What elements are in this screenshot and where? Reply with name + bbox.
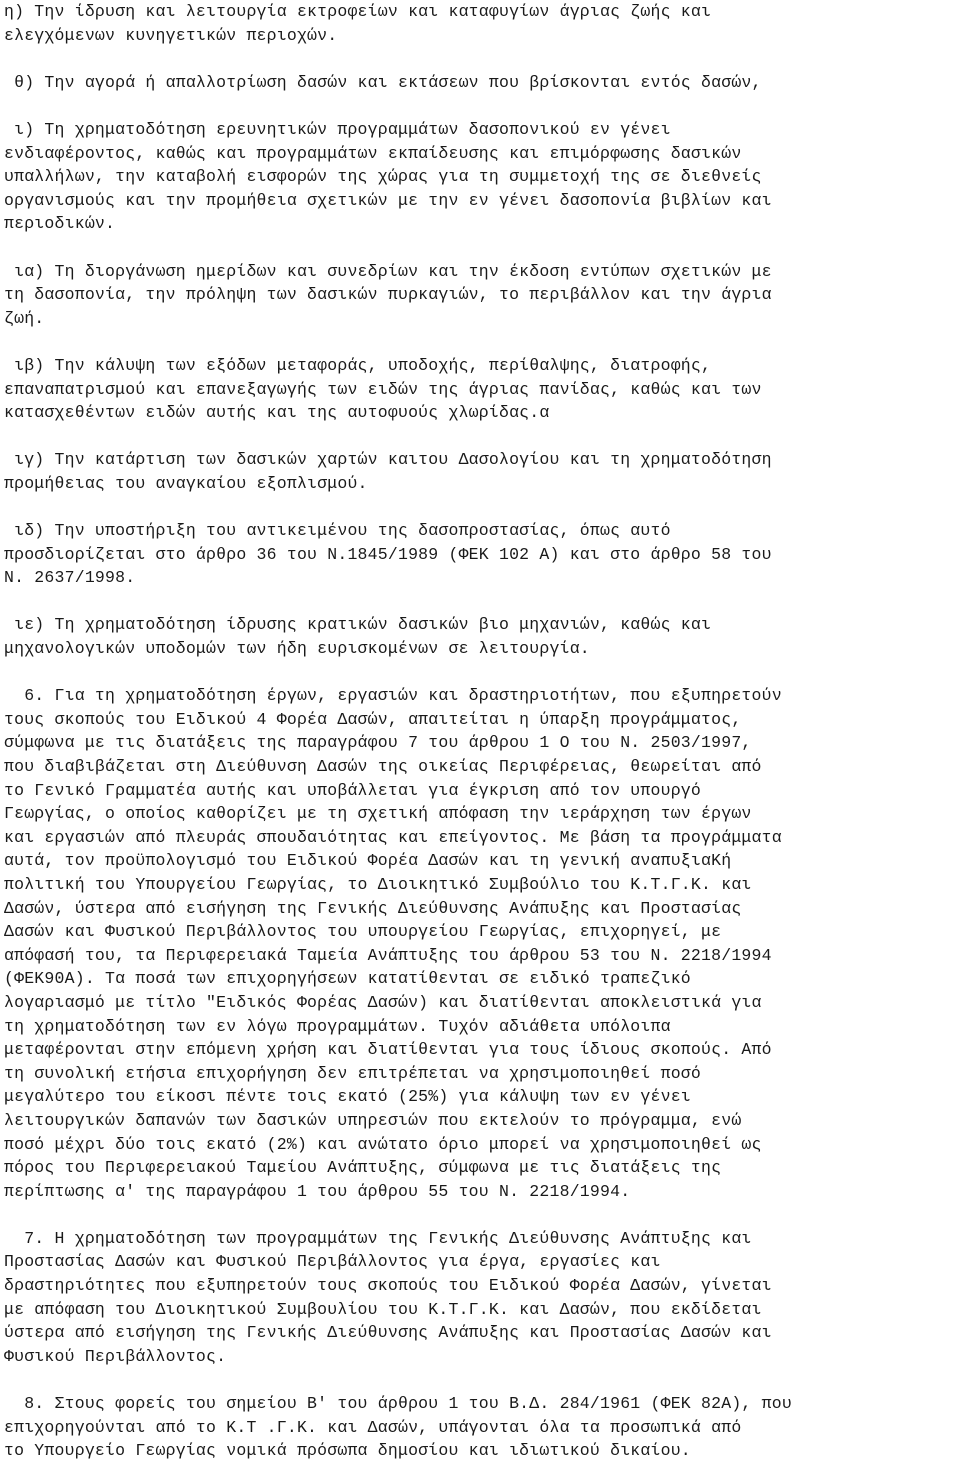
text-line: μεταφέρονται στην επόμενη χρήση και διατίθενται για τους ίδιους σκοπούς. Από — [4, 1040, 772, 1060]
text-line: τη δασοπονία, την πρόληψη των δασικών πυρκαγιών, το περιβάλλον και την άγρια — [4, 285, 772, 305]
text-line: ιδ) Την υποστήριξη του αντικειμένου της δασοπροστασίας, όπως αυτό — [4, 521, 671, 541]
paragraph-spacer — [4, 1368, 956, 1392]
text-line: με απόφαση του Διοικητικού Συμβουλίου του Κ.Τ.Γ.Κ. και Δασών, που εκδίδεται — [4, 1299, 762, 1319]
text-line: τη συνολική ετήσια επιχορήγηση δεν επιτρέπεται να χρησιμοποιηθεί ποσό — [4, 1063, 702, 1083]
paragraph-spacer — [4, 330, 956, 354]
text-line: Γεωργίας, ο οποίος καθορίζει με τη σχετική απόφαση την ιεράρχηση των έργων — [4, 804, 752, 824]
text-line: η) Την ίδρυση και λειτουργία εκτροφείων και καταφυγίων άγριας ζωής και — [4, 2, 712, 21]
text-line: ελεγχόμενων κυνηγετικών περιοχών. — [4, 25, 338, 45]
text-line: υπαλλήλων, την καταβολή εισφορών της χώρας για τη συμμετοχή της σε διεθνείς — [4, 167, 762, 187]
text-line: σύμφωνα με τις διατάξεις της παραγράφου 7 του άρθρου 1 Ο του Ν. 2503/1997, — [4, 733, 752, 753]
text-line: ενδιαφέροντος, καθώς και προγραμμάτων εκπαίδευσης και επιμόρφωσης δασικών — [4, 143, 742, 163]
text-line: ύστερα από εισήγηση της Γενικής Διεύθυνσης Ανάπυξης και Προστασίας Δασών και — [4, 1323, 772, 1343]
text-line: Ν. 2637/1998. — [4, 568, 136, 588]
text-line: Δασών, ύστερα από εισήγηση της Γενικής Διεύθυνσης Ανάπυξης και Προστασίας — [4, 898, 742, 918]
text-line: οργανισμούς και την προμήθεια σχετικών με την εν γένει δασοπονία βιβλίων και — [4, 190, 772, 210]
text-line: προσδιορίζεται στο άρθρο 36 του Ν.1845/1989 (ΦΕΚ 102 Α) και στο άρθρο 58 του — [4, 544, 772, 564]
text-line: ιβ) Την κάλυψη των εξόδων μεταφοράς, υποδοχής, περίθαλψης, διατροφής, — [4, 355, 712, 375]
text-line: περιοδικών. — [4, 214, 116, 234]
text-line: 8. Στους φορείς του σημείου Β' του άρθρου 1 του Β.Δ. 284/1961 (ΦΕΚ 82Α), που — [4, 1394, 792, 1414]
paragraph-iota — [4, 118, 956, 236]
text-line: περίπτωσης α' της παραγράφου 1 του άρθρου 55 του Ν. 2218/1994. — [4, 1181, 631, 1201]
text-line: ια) Τη διοργάνωση ημερίδων και συνεδρίων και την έκδοση εντύπων σχετικών με — [4, 261, 772, 281]
text-line: κατασχεθέντων ειδών αυτής και της αυτοφυούς χλωρίδας.α — [4, 403, 550, 423]
text-line: απόφασή του, τα Περιφερειακά Ταμεία Ανάπτυξης του άρθρου 53 του Ν. 2218/1994 — [4, 945, 772, 965]
text-line: και εργασιών από πλευράς σπουδαιότητας και επείγοντος. Με βάση τα προγράμματα — [4, 827, 782, 847]
text-line: τη χρηματοδότηση των εν λόγω προγραμμάτων. Τυχόν αδιάθετα υπόλοιπα — [4, 1016, 671, 1036]
paragraph-spacer — [4, 94, 956, 118]
text-line: μεγαλύτερο του είκοσι πέντε τοις εκατό (25%) για κάλυψη των εν γένει — [4, 1087, 691, 1107]
text-line: το Υπουργείο Γεωργίας νομικά πρόσωπα δημοσίου και ιδιωτικού δικαίου. — [4, 1441, 691, 1461]
text-line: πόρος του Περιφερειακού Ταμείου Ανάπτυξης, σύμφωνα με τις διατάξεις της — [4, 1158, 722, 1178]
text-line: ιε) Τη χρηματοδότηση ίδρυσης κρατικών δασικών βιο μηχανιών, καθώς και — [4, 615, 712, 635]
paragraph-8 — [4, 1392, 956, 1463]
text-line: Προστασίας Δασών και Φυσικού Περιβάλλοντος για έργα, εργασίες και — [4, 1252, 661, 1272]
text-line: επαναπατρισμού και επανεξαγωγής των ειδών της άγριας πανίδας, καθώς και των — [4, 379, 762, 399]
text-line: 7. Η χρηματοδότηση των προγραμμάτων της Γενικής Διεύθυνσης Ανάπτυξης και — [4, 1228, 752, 1248]
paragraph-spacer — [4, 425, 956, 449]
text-line: πολιτική του Υπουργείου Γεωργίας, το Διοικητικό Συμβούλιο του Κ.Τ.Γ.Κ. και — [4, 874, 752, 894]
paragraph-6 — [4, 684, 956, 1203]
paragraph-spacer — [4, 590, 956, 614]
paragraph-id — [4, 519, 956, 590]
text-line: λογαριασμό με τίτλο "Ειδικός Φορέας Δασών) και διατίθενται αποκλειστικά για — [4, 992, 762, 1012]
text-line: (ΦΕΚ90Α). Τα ποσά των επιχορηγήσεων κατατίθενται σε ειδικό τραπεζικό — [4, 969, 691, 989]
text-line: ποσό μέχρι δύο τοις εκατό (2%) και ανώτατο όριο μπορεί να χρησιμοποιηθεί ως — [4, 1134, 762, 1154]
paragraph-spacer — [4, 495, 956, 519]
text-line: ιγ) Την κατάρτιση των δασικών χαρτών καιτου Δασολογίου και τη χρηματοδότηση — [4, 450, 772, 470]
paragraph-ie — [4, 613, 956, 660]
paragraph-spacer — [4, 236, 956, 260]
text-line: τους σκοπούς του Ειδικού 4 Φορέα Δασών, απαιτείται η ύπαρξη προγράμματος, — [4, 709, 742, 729]
paragraph-spacer — [4, 1203, 956, 1227]
text-line: ζωή. — [4, 308, 45, 328]
paragraph-theta — [4, 71, 956, 95]
paragraph-7 — [4, 1227, 956, 1369]
text-line: το Γενικό Γραμματέα αυτής και υποβάλλεται για έγκριση από τον υπουργό — [4, 780, 702, 800]
document-body — [4, 0, 956, 1463]
text-line: λειτουργικών δαπανών των δασικών υπηρεσιών που εκτελούν το πρόγραμμα, ενώ — [4, 1110, 742, 1130]
text-line: επιχορηγούνται από το Κ.Τ .Γ.Κ. και Δασών, υπάγονται όλα τα προσωπικά από — [4, 1417, 742, 1437]
text-line: 6. Για τη χρηματοδότηση έργων, εργασιών και δραστηριοτήτων, που εξυπηρετούν — [4, 686, 782, 706]
paragraph-eta — [4, 0, 956, 47]
paragraph-ia — [4, 260, 956, 331]
paragraph-ib — [4, 354, 956, 425]
text-line: Δασών και Φυσικού Περιβάλλοντος του υπουργείου Γεωργίας, επιχορηγεί, με — [4, 922, 722, 942]
text-line: προμήθειας του αναγκαίου εξοπλισμού. — [4, 473, 368, 493]
paragraph-spacer — [4, 661, 956, 685]
text-line: που διαβιβάζεται στη Διεύθυνση Δασών της οικείας Περιφέρειας, θεωρείται από — [4, 757, 762, 776]
text-line: δραστηριότητες που εξυπηρετούν τους σκοπούς του Ειδικού Φορέα Δασών, γίνεται — [4, 1276, 772, 1296]
text-line: θ) Την αγορά ή απαλλοτρίωση δασών και εκτάσεων που βρίσκονται εντός δασών, — [4, 72, 762, 92]
text-line: ι) Τη χρηματοδότηση ερευνητικών προγραμμάτων δασοπονικού εν γένει — [4, 119, 671, 139]
paragraph-ig — [4, 448, 956, 495]
text-line: Φυσικού Περιβάλλοντος. — [4, 1346, 227, 1366]
paragraph-spacer — [4, 47, 956, 71]
text-line: αυτά, τον προϋπολογισμό του Ειδικού Φορέα Δασών και τη γενική αναπυξιαΚή — [4, 851, 732, 871]
text-line: μηχανολογικών υποδομών των ήδη ευρισκομένων σε λειτουργία. — [4, 639, 590, 659]
